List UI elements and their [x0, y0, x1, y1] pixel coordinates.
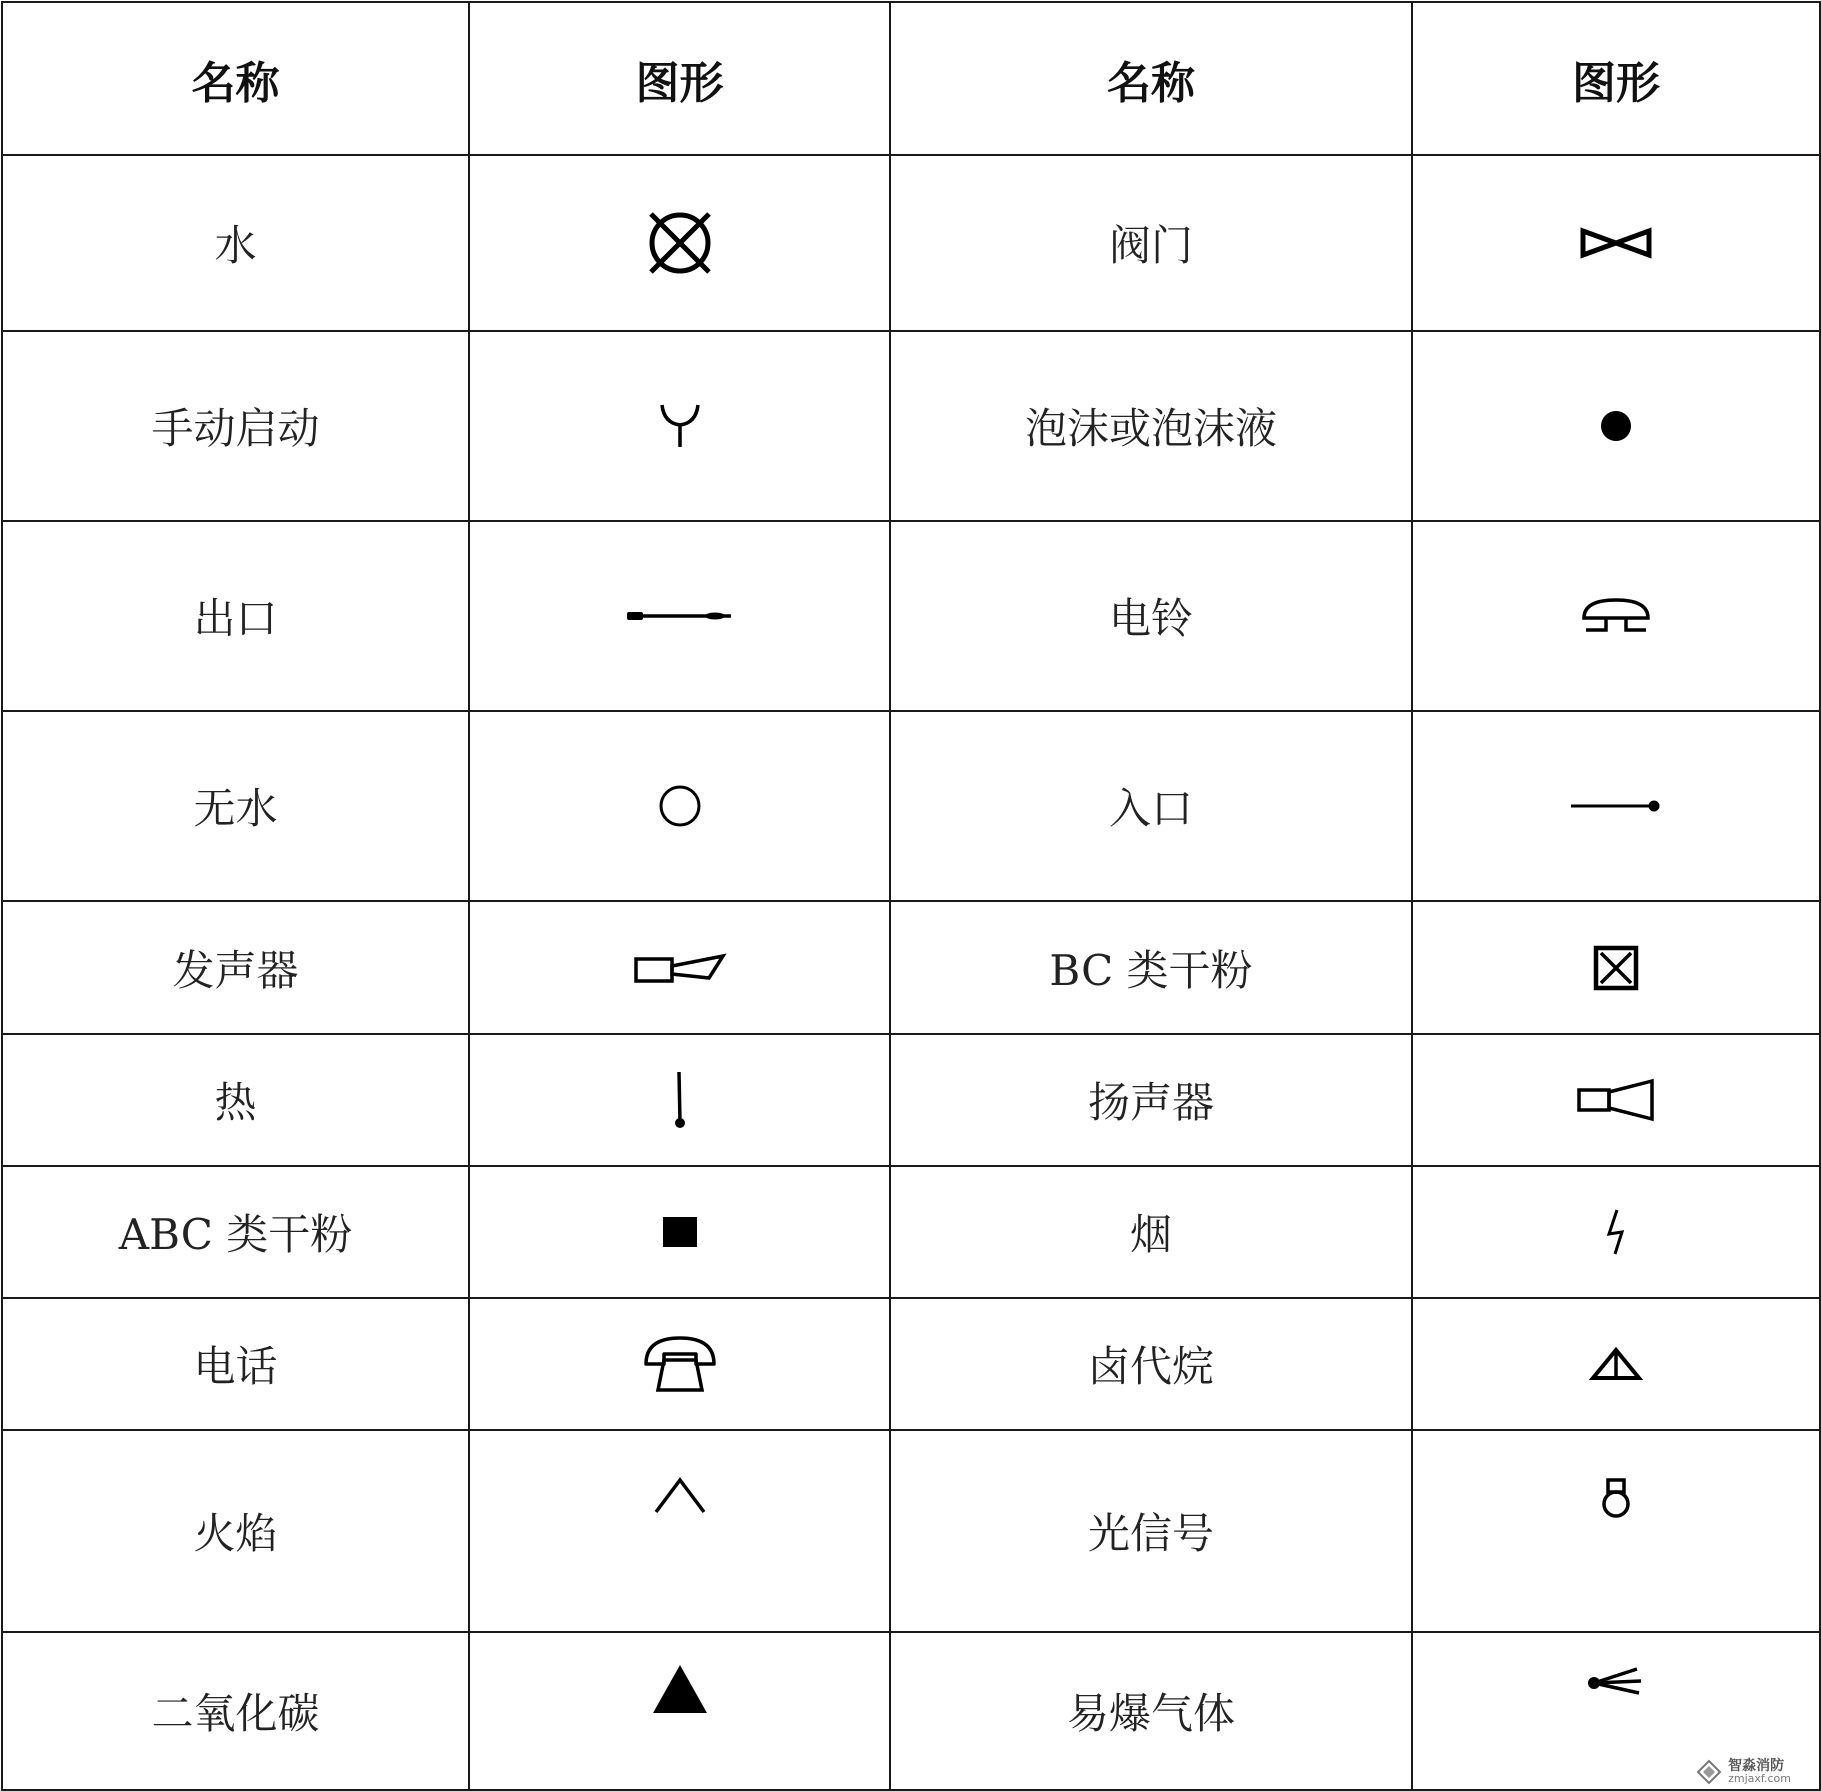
symbol-cell	[469, 331, 890, 521]
symbol-name: 发声器	[2, 901, 469, 1034]
filled-triangle-icon	[650, 1661, 710, 1761]
symbol-cell	[469, 1632, 890, 1790]
inlet-line-icon	[1569, 798, 1663, 814]
symbol-name: 入口	[890, 711, 1412, 901]
explosive-gas-icon	[1587, 1661, 1645, 1761]
table-row	[2, 1034, 1820, 1166]
bell-dome-icon	[1580, 596, 1652, 636]
symbol-name: 无水	[2, 711, 469, 901]
table-row	[2, 331, 1820, 521]
header-symbol-left: 图形	[469, 2, 890, 155]
symbol-name: 电话	[2, 1298, 469, 1430]
halon-triangle-icon	[1589, 1346, 1643, 1382]
symbol-cell	[1412, 155, 1820, 331]
table-row	[2, 155, 1820, 331]
header-name-right: 名称	[890, 2, 1412, 155]
speaker-icon	[1576, 1077, 1656, 1123]
symbol-cell	[1412, 1298, 1820, 1430]
symbol-cell	[469, 711, 890, 901]
symbol-cell	[1412, 1034, 1820, 1166]
symbol-cell	[1412, 1166, 1820, 1298]
bowtie-icon	[1579, 226, 1653, 260]
table-row	[2, 1166, 1820, 1298]
symbol-name: 手动启动	[2, 331, 469, 521]
header-symbol-right: 图形	[1412, 2, 1820, 155]
symbol-cell	[469, 1034, 890, 1166]
symbol-cell	[469, 901, 890, 1034]
header-row	[2, 2, 1820, 155]
table-row	[2, 1632, 1820, 1790]
symbol-table	[1, 1, 1821, 1791]
symbol-name: 光信号	[890, 1430, 1412, 1632]
flame-chevron-icon	[652, 1476, 708, 1586]
symbol-name: 阀门	[890, 155, 1412, 331]
open-circle-icon	[658, 784, 702, 828]
watermark-url: zmjaxf.com	[1728, 1772, 1791, 1786]
square-x-icon	[1592, 944, 1640, 992]
symbol-cell	[469, 1298, 890, 1430]
symbol-cell	[469, 155, 890, 331]
symbol-name: 热	[2, 1034, 469, 1166]
symbol-name: BC 类干粉	[890, 901, 1412, 1034]
y-fork-icon	[658, 401, 702, 451]
watermark-name: 智淼消防	[1728, 1757, 1785, 1774]
symbol-name: 火焰	[2, 1430, 469, 1632]
watermark	[1696, 1759, 1791, 1785]
symbol-name: 易爆气体	[890, 1632, 1412, 1790]
telephone-icon	[642, 1334, 718, 1394]
symbol-name: 水	[2, 155, 469, 331]
table-row	[2, 711, 1820, 901]
sounder-icon	[633, 952, 727, 984]
table-row	[2, 901, 1820, 1034]
table-row	[2, 521, 1820, 711]
symbol-name: 二氧化碳	[2, 1632, 469, 1790]
symbol-cell	[469, 1166, 890, 1298]
filled-square-icon	[661, 1215, 699, 1249]
light-signal-icon	[1599, 1476, 1633, 1586]
symbol-cell	[469, 1430, 890, 1632]
header-name-left: 名称	[2, 2, 469, 155]
symbol-cell	[1412, 901, 1820, 1034]
symbol-name: 扬声器	[890, 1034, 1412, 1166]
circle-x-icon	[645, 208, 715, 278]
logo-icon	[1696, 1759, 1722, 1785]
heat-pin-icon	[672, 1070, 688, 1130]
symbol-name: 电铃	[890, 521, 1412, 711]
symbol-name: 烟	[890, 1166, 1412, 1298]
symbol-cell	[1412, 711, 1820, 901]
symbol-name: 泡沫或泡沫液	[890, 331, 1412, 521]
symbol-name: ABC 类干粉	[2, 1166, 469, 1298]
symbol-cell	[1412, 331, 1820, 521]
symbol-name: 卤代烷	[890, 1298, 1412, 1430]
filled-dot-icon	[1599, 409, 1633, 443]
symbol-cell	[1412, 1430, 1820, 1632]
table-row	[2, 1298, 1820, 1430]
symbol-cell	[1412, 521, 1820, 711]
outlet-line-icon	[625, 608, 735, 624]
smoke-squiggle-icon	[1605, 1208, 1627, 1256]
table-row	[2, 1430, 1820, 1632]
symbol-name: 出口	[2, 521, 469, 711]
symbol-cell	[469, 521, 890, 711]
